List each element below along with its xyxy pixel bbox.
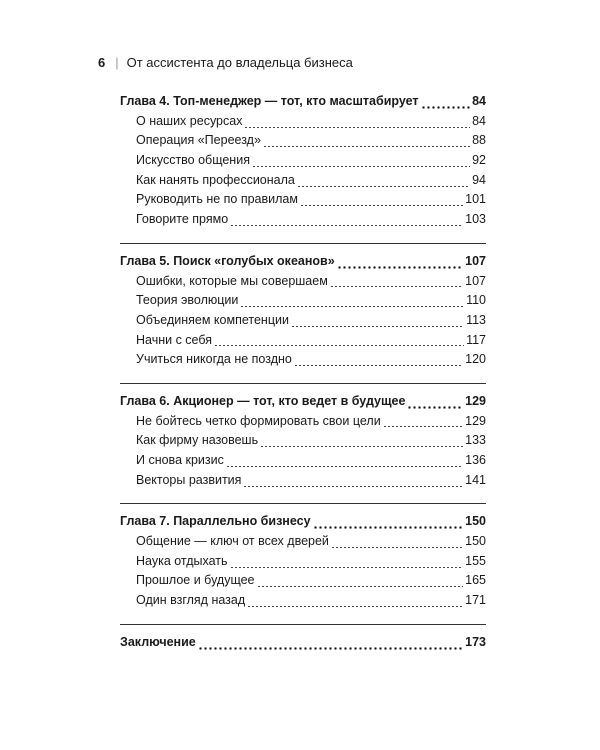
toc-chapter-entry[interactable] [120,514,486,534]
toc-entry[interactable] [120,133,486,153]
entry-title: И снова кризис [136,453,224,467]
dot-leader [214,345,464,346]
entry-page: 171 [465,593,486,608]
entry-title: Общение — ключ от всех дверей [136,534,329,549]
entry-title: Прошлое и будущее [136,573,255,588]
chapter-group [120,394,486,504]
book-title: От ассистента до владельца бизнеса [126,55,353,70]
running-header [98,55,353,70]
toc-entry[interactable] [120,593,486,613]
toc-entry[interactable] [120,192,486,212]
entry-title: Наука отдыхать [136,553,228,568]
toc-entry[interactable] [120,173,486,193]
header-separator: | [115,55,119,70]
entry-title: Искусство общения [136,153,250,168]
toc-entry[interactable] [120,414,486,434]
toc-entry[interactable] [120,554,486,574]
entry-page: 113 [466,312,486,327]
chapter-title: Глава 6. Акционер — тот, кто ведет в будущее [120,393,406,408]
dot-leader [300,205,463,206]
entry-page: 94 [472,172,486,187]
entry-title: О наших ресурсах [136,113,243,128]
entry-title: Ошибки, которые мы совершаем [136,273,328,288]
chapter-page: 107 [465,253,486,268]
toc-chapter-entry[interactable] [120,254,486,274]
toc-entry[interactable] [120,274,486,294]
entry-page: 129 [465,413,486,428]
entry-title: Руководить не по правилам [136,192,298,207]
entry-title: Начни с себя [136,332,213,347]
toc-chapter-entry[interactable] [120,94,486,114]
dot-leader [260,446,463,447]
entry-title: Объединяем компетенции [136,312,289,327]
chapter-title: Глава 4. Топ-менеджер — тот, кто масштабирует [120,94,419,108]
entry-page: 107 [465,273,486,288]
entry-page: 136 [465,453,486,467]
dot-leader [252,166,470,167]
entry-page: 117 [466,332,486,347]
entry-page: 110 [466,293,486,308]
entry-page: 133 [465,433,486,448]
toc-entry[interactable] [120,153,486,173]
entry-title: Учиться никогда не поздно [136,352,292,367]
dot-leader [243,486,463,487]
conclusion-title: Заключение [120,634,196,649]
dot-leader [291,326,464,327]
toc-conclusion-entry[interactable] [120,635,486,655]
dot-leader [230,567,464,568]
dot-leader [240,306,464,307]
toc-chapter-entry[interactable] [120,394,486,414]
dot-leader [383,426,463,427]
entry-title: Один взгляд назад [136,593,246,608]
toc-entry[interactable] [120,534,486,554]
dot-leader [257,586,464,587]
entry-page: 155 [465,553,486,568]
entry-page: 150 [465,534,486,549]
toc-entry[interactable] [120,352,486,372]
toc-entry[interactable] [120,333,486,353]
dot-leader [294,365,463,366]
toc-entry[interactable] [120,473,486,493]
entry-title: Теория эволюции [136,293,239,308]
dot-leader [198,647,463,650]
dot-leader [407,406,463,409]
entry-page: 141 [465,472,486,487]
entry-page: 88 [472,133,486,148]
chapter-page: 84 [472,94,486,108]
chapter-page: 150 [465,514,486,529]
page-number: 6 [98,55,106,70]
entry-page: 165 [465,573,486,588]
toc-entry[interactable] [120,114,486,134]
toc-entry[interactable] [120,313,486,333]
dot-leader [330,286,463,287]
entry-title: Говорите прямо [136,212,229,227]
dot-leader [226,466,463,467]
entry-page: 103 [465,212,486,227]
chapter-title: Глава 5. Поиск «голубых океанов» [120,253,335,268]
dot-leader [244,127,470,128]
entry-title: Как фирму назовешь [136,433,259,448]
toc-entry[interactable] [120,573,486,593]
dot-leader [263,146,470,147]
conclusion-page: 173 [465,634,486,649]
dot-leader [247,606,463,607]
chapter-group [120,514,486,624]
dot-leader [421,106,471,109]
entry-page: 101 [465,192,486,207]
entry-page: 120 [465,352,486,367]
entry-title: Векторы развития [136,472,242,487]
dot-leader [230,225,463,226]
toc-entry[interactable] [120,212,486,232]
dot-leader [313,526,464,529]
entry-title: Как нанять профессионала [136,172,295,187]
chapter-group [120,94,486,244]
dot-leader [337,266,463,269]
dot-leader [331,547,463,548]
toc-entry[interactable] [120,293,486,313]
toc-entry[interactable] [120,453,486,473]
entry-title: Операция «Переезд» [136,133,261,148]
entry-page: 92 [472,153,486,168]
toc-entry[interactable] [120,433,486,453]
dot-leader [297,186,470,187]
entry-title: Не бойтесь четко формировать свои цели [136,413,381,428]
chapter-group [120,254,486,384]
entry-page: 84 [472,113,486,128]
table-of-contents [120,94,486,655]
chapter-title: Глава 7. Параллельно бизнесу [120,514,311,529]
chapter-page: 129 [465,393,486,408]
